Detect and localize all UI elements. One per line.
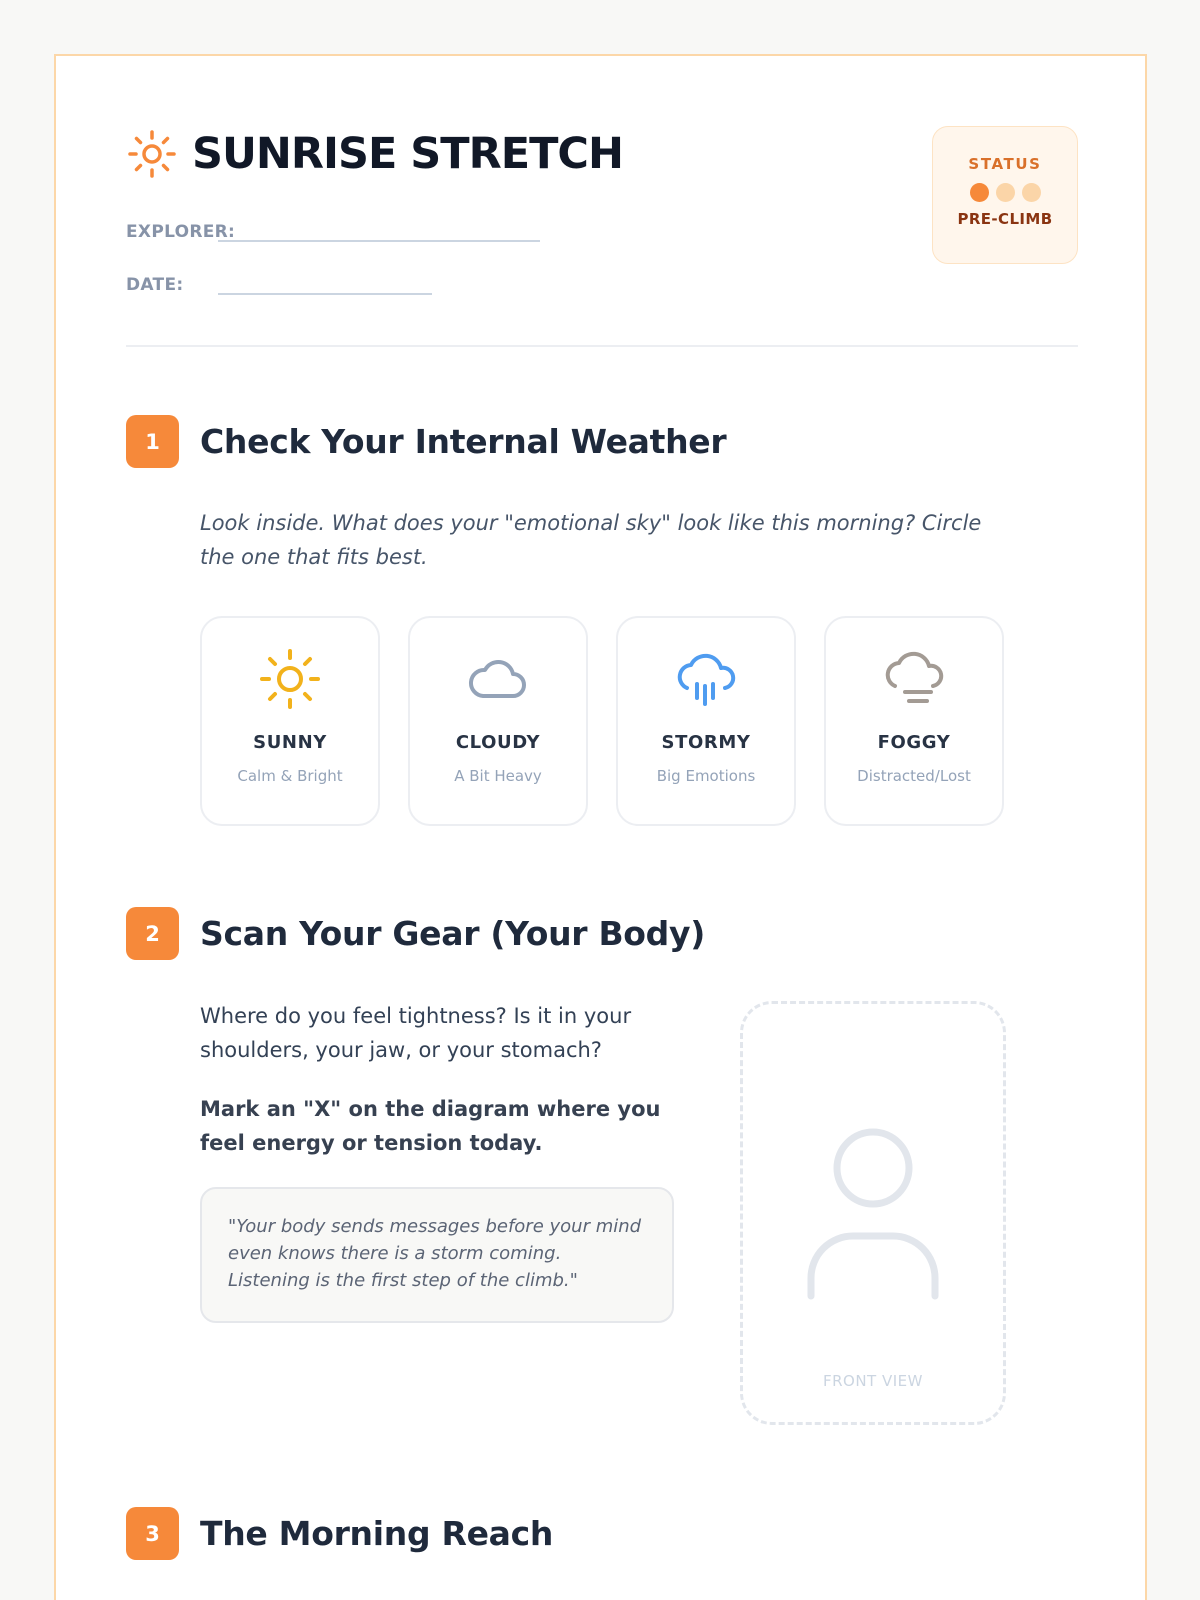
section-2-heading — [126, 907, 705, 960]
fog-icon — [881, 646, 947, 712]
status-progress-dots — [933, 183, 1077, 202]
weather-card-sunny[interactable] — [200, 616, 380, 826]
cloud-icon — [465, 646, 531, 712]
weather-name-stormy: STORMY — [661, 732, 751, 753]
body-diagram[interactable] — [740, 1001, 1006, 1425]
worksheet-page — [54, 54, 1147, 1600]
section-2-text: Where do you feel tightness? Is it in your shoulders, your jaw, or your stomach? — [200, 1004, 632, 1062]
status-dot-2 — [996, 183, 1015, 202]
status-dot-1 — [970, 183, 989, 202]
date-input-line[interactable] — [218, 271, 432, 295]
sun-icon — [257, 646, 323, 712]
date-field — [126, 271, 432, 295]
section-3-number: 3 — [126, 1507, 179, 1560]
section-2-instruction: Mark an "X" on the diagram where you feel energy or tension today. — [200, 1097, 661, 1155]
explorer-label: EXPLORER: — [126, 222, 236, 242]
status-title: STATUS — [968, 155, 1042, 173]
section-2-title: Scan Your Gear (Your Body) — [200, 914, 705, 953]
section-2-quote: "Your body sends messages before your mind even knows there is a storm coming. Listening is the first step of the climb." — [200, 1187, 674, 1323]
rain-cloud-icon — [673, 646, 739, 712]
weather-sub-foggy: Distracted/Lost — [857, 767, 971, 785]
weather-options — [200, 616, 1004, 826]
weather-sub-stormy: Big Emotions — [656, 767, 756, 785]
section-1-intro: Look inside. What does your "emotional sky" look like this morning? Circle the one that fits best. — [200, 511, 982, 569]
status-text: PRE-CLIMB — [957, 210, 1053, 228]
weather-name-cloudy: CLOUDY — [455, 732, 541, 753]
figure-label: FRONT VIEW — [822, 1372, 923, 1390]
person-outline-icon — [803, 1124, 943, 1304]
header-divider — [126, 345, 1078, 347]
explorer-input-line[interactable] — [218, 218, 540, 242]
section-1-heading — [126, 415, 726, 468]
section-1-title: Check Your Internal Weather — [200, 422, 727, 461]
section-1-number: 1 — [126, 415, 179, 468]
weather-name-sunny: SUNNY — [253, 732, 327, 753]
section-3-title: The Morning Reach — [200, 1514, 554, 1553]
page-title: SUNRISE STRETCH — [192, 129, 623, 179]
weather-card-cloudy[interactable] — [408, 616, 588, 826]
sun-logo-icon — [126, 128, 178, 180]
weather-sub-sunny: Calm & Bright — [237, 767, 343, 785]
status-badge — [932, 126, 1078, 264]
weather-name-foggy: FOGGY — [877, 732, 951, 753]
explorer-field — [126, 218, 540, 242]
header-brand — [126, 128, 623, 180]
weather-sub-cloudy: A Bit Heavy — [454, 767, 542, 785]
date-label: DATE: — [126, 275, 184, 295]
weather-card-stormy[interactable] — [616, 616, 796, 826]
section-2-number: 2 — [126, 907, 179, 960]
weather-card-foggy[interactable] — [824, 616, 1004, 826]
status-dot-3 — [1022, 183, 1041, 202]
section-3-heading — [126, 1507, 553, 1560]
